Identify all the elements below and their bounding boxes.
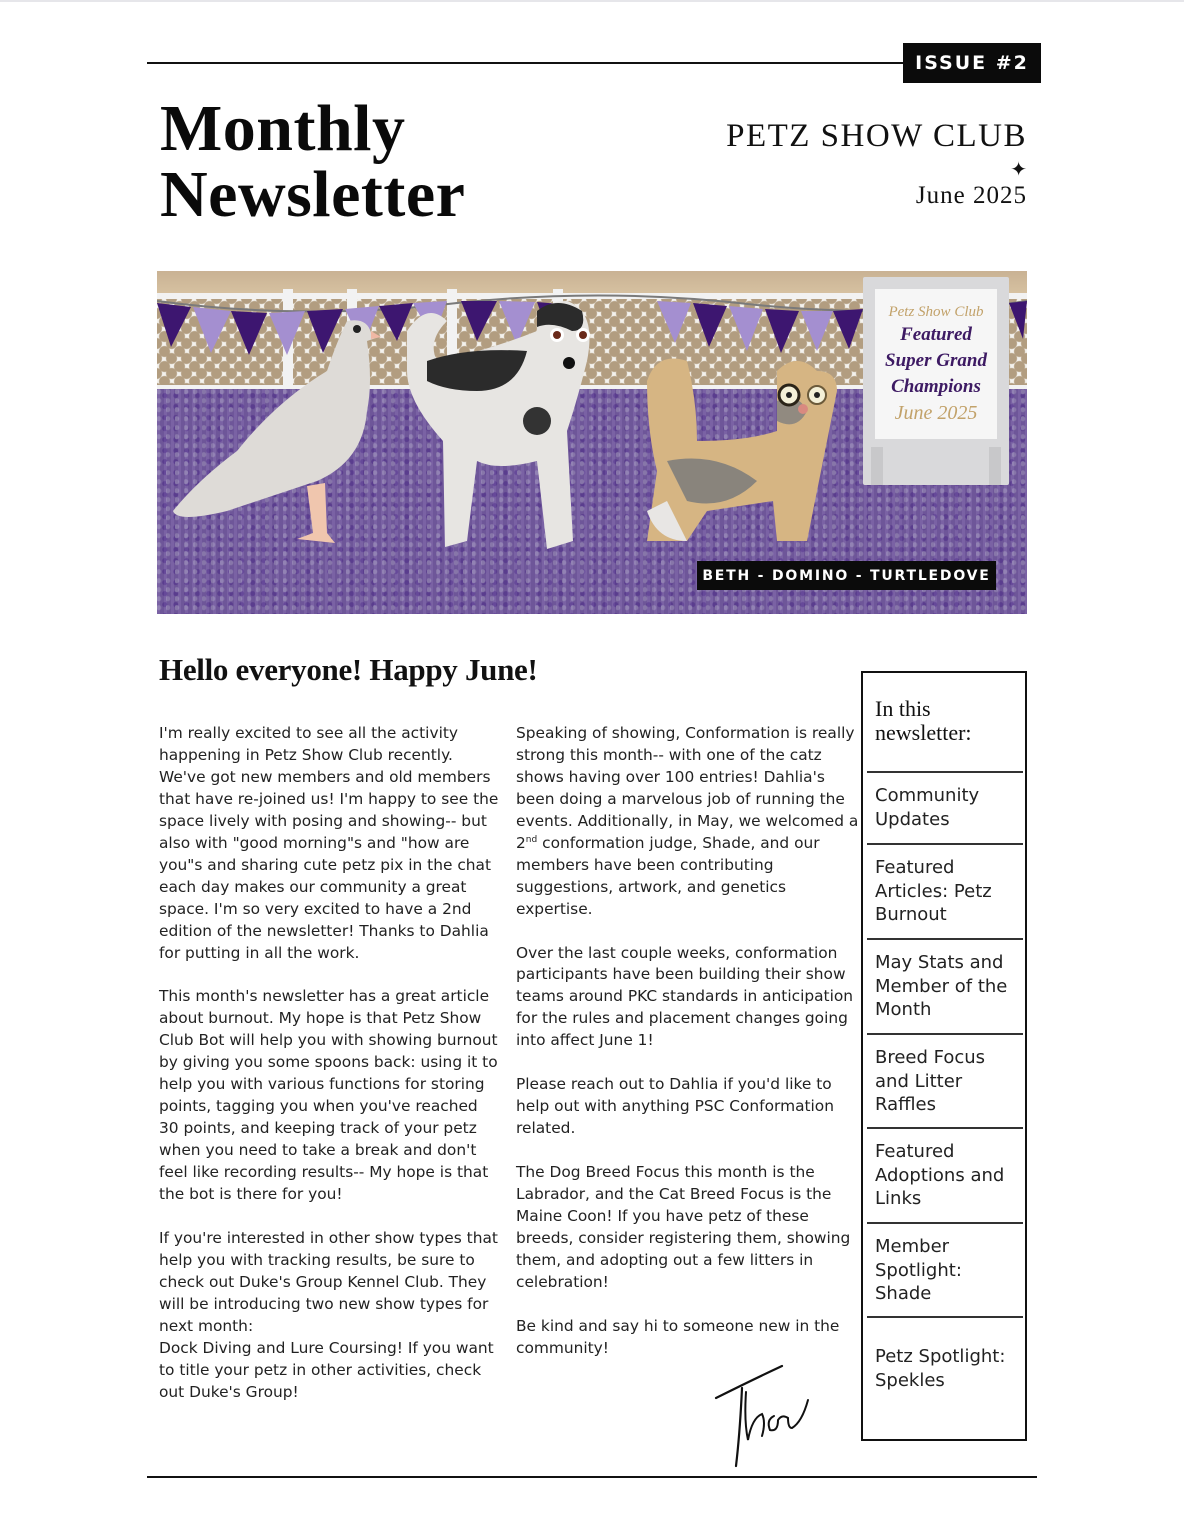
paragraph xyxy=(516,723,861,921)
signature-thor xyxy=(712,1362,822,1472)
hero-image xyxy=(157,271,1027,614)
toc-item-petz-spotlight[interactable] xyxy=(867,1316,1023,1436)
paragraph: I'm really excited to see all the activity happening in Petz Show Club recently. We've got new members and old members that have re-joined us! I'm happy to see the space lively with posing and showing-- but also with "good morning"s and "how are you"s and sharing cute petz pix in the chat each day makes our community a great space. I'm so very excited to have a 2nd edition of the newsletter! Thanks to Dahlia for putting in all the work. xyxy=(159,724,499,962)
page-title xyxy=(160,92,466,231)
sign-leg xyxy=(989,447,1001,485)
toc-item-label: Featured Articles: Petz Burnout xyxy=(875,857,992,925)
ordinal-suffix: nd xyxy=(525,834,538,845)
toc-item-member-spotlight[interactable] xyxy=(867,1222,1023,1316)
toc-title: In this newsletter: xyxy=(875,696,972,745)
toc-item-may-stats[interactable] xyxy=(867,938,1023,1033)
paragraph: This month's newsletter has a great article about burnout. My hope is that Petz Show Club Bot will help you with showing burnout by giving you some spoons back: using it to help you with various functions for storing points, tagging you when you've reached 30 points, and keeping track of your petz when you need to take a break and don't feel like recording results-- My hope is that the bot is there for you! xyxy=(159,987,498,1203)
toc-item-label: Community Updates xyxy=(875,785,980,830)
sign-leg xyxy=(871,447,883,485)
article-column-1 xyxy=(159,723,499,1404)
toc-item-featured-articles[interactable] xyxy=(867,843,1023,938)
club-name: PETZ SHOW CLUB xyxy=(726,118,1027,154)
footer-divider xyxy=(147,1476,1037,1478)
featured-champions-sign xyxy=(863,277,1009,485)
sign-club-name: Petz Show Club xyxy=(888,304,984,320)
paragraph: Be kind and say hi to someone new in the community! xyxy=(516,1316,840,1357)
toc-item-label: Petz Spotlight: Spekles xyxy=(875,1346,1006,1391)
paragraph: The Dog Breed Focus this month is the Labrador, and the Cat Breed Focus is the Maine Coon! If you have petz of these breeds, consider registering them, showing them, and adopting out a few litters in celebration! xyxy=(516,1163,851,1291)
hero-caption: BETH - DOMINO - TURTLEDOVE xyxy=(697,561,996,590)
table-of-contents xyxy=(861,671,1027,1441)
sign-featured: Featured xyxy=(900,324,972,345)
sparkle-icon: ✦ xyxy=(1010,159,1027,181)
paragraph: Dock Diving and Lure Coursing! If you want to title your petz in other activities, check out Duke's Group! xyxy=(159,1338,494,1401)
club-masthead xyxy=(726,118,1027,210)
paragraph-text: Speaking of showing, Conformation is really strong this month-- with one of the catz shows having over 100 entries! Dahlia's been doing a marvelous job of running the events. Additionally, in May, we welcomed a 2 xyxy=(516,724,859,852)
article-heading: Hello everyone! Happy June! xyxy=(159,652,538,687)
toc-item-featured-adoptions[interactable] xyxy=(867,1127,1023,1222)
title-line-1: Monthly xyxy=(160,92,406,165)
title-line-2: Newsletter xyxy=(160,158,466,231)
paragraph-text: conformation judge, Shade, and our members have been contributing suggestions, artwork, and genetics expertise. xyxy=(516,833,820,918)
toc-item-label: Featured Adoptions and Links xyxy=(875,1141,1005,1209)
paragraph: Over the last couple weeks, conformation participants have been building their show teams around PKC standards in anticipation for the rules and placement changes going into affect June 1! xyxy=(516,943,854,1050)
sign-super-grand: Super Grand xyxy=(885,350,987,371)
article-column-2 xyxy=(516,723,861,1382)
toc-item-label: Breed Focus and Litter Raffles xyxy=(875,1047,986,1115)
page-top-edge xyxy=(0,0,1184,2)
domino-dog-pet-image xyxy=(387,291,607,561)
header-divider xyxy=(147,62,907,64)
toc-item-breed-focus[interactable] xyxy=(867,1033,1023,1127)
toc-item-label: Member Spotlight: Shade xyxy=(875,1236,962,1304)
issue-badge: ISSUE #2 xyxy=(903,43,1041,83)
sign-date: June 2025 xyxy=(894,402,978,424)
turtledove-pet-image xyxy=(167,311,397,551)
paragraph: Please reach out to Dahlia if you'd like to help out with anything PSC Conformation related. xyxy=(516,1075,834,1138)
issue-date: June 2025 xyxy=(915,182,1027,209)
sign-board xyxy=(875,289,997,439)
beth-cat-pet-image xyxy=(627,341,847,551)
toc-item-label: May Stats and Member of the Month xyxy=(875,952,1008,1020)
toc-item-community-updates[interactable] xyxy=(867,771,1023,843)
paragraph: If you're interested in other show types that help you with tracking results, be sure to check out Duke's Group Kennel Club. They will be introducing two new show types for next month: xyxy=(159,1228,498,1335)
sign-champions: Champions xyxy=(891,376,981,397)
